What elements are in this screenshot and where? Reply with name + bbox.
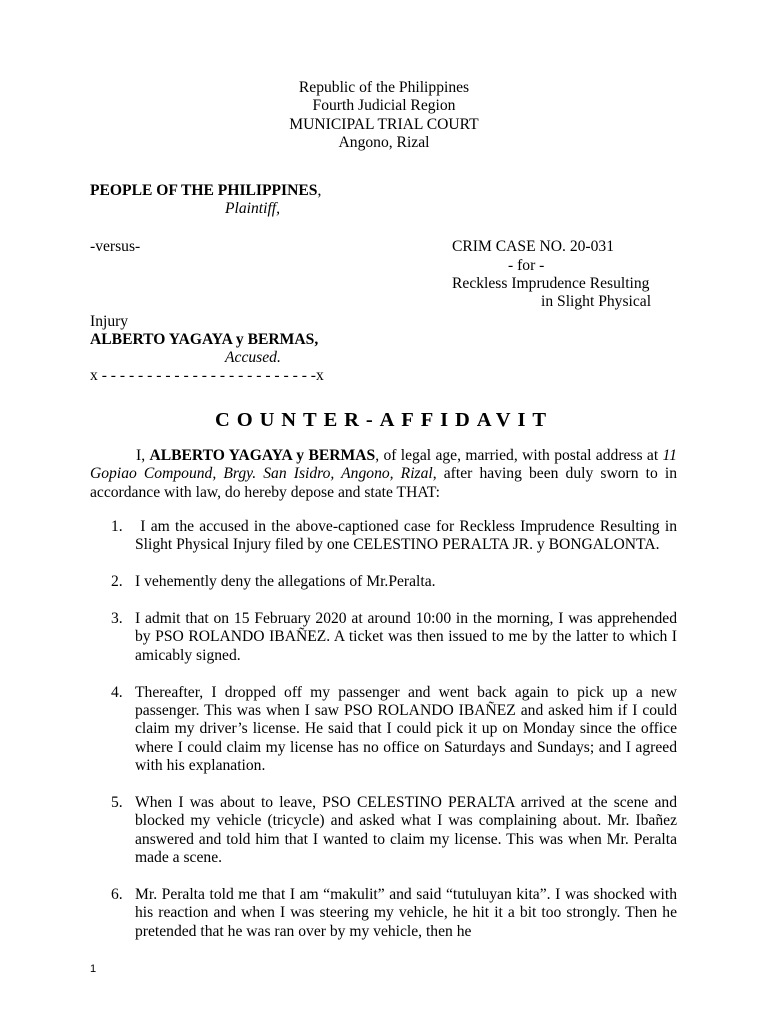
statement-item bbox=[90, 886, 677, 941]
intro-part-1: I, bbox=[136, 447, 150, 464]
header-court: MUNICIPAL TRIAL COURT bbox=[289, 115, 479, 133]
statement-number: 2. bbox=[111, 573, 123, 591]
statement-text: Mr. Peralta told me that I am “makulit” and said “tutuluyan kita”. I was shocked with his reaction and when I was steering my vehicle, he hit it a bit too strongly. Then he pretended that he was ran over by my vehicle, then he bbox=[135, 886, 677, 940]
statement-number: 3. bbox=[111, 610, 123, 627]
plaintiff-role: Plaintiff, bbox=[225, 200, 281, 217]
accused-role: Accused. bbox=[225, 349, 281, 366]
statement-number: 5. bbox=[111, 794, 123, 812]
offense-line-2: in Slight Physical bbox=[541, 293, 652, 310]
header-republic: Republic of the Philippines bbox=[298, 79, 470, 96]
offense-line-1: Reckless Imprudence Resulting bbox=[452, 275, 650, 292]
accused-name bbox=[90, 331, 318, 349]
statement-item bbox=[90, 573, 677, 591]
document-title: COUNTER-AFFIDAVIT bbox=[215, 409, 553, 431]
page-number: 1 bbox=[90, 963, 97, 975]
statement-number: 6. bbox=[111, 886, 123, 904]
statement-text: I am the accused in the above-captioned case for Reckless Imprudence Resulting in Slight Physical Injury filed by one CELESTINO PERALTA JR. y BONGALONTA. bbox=[135, 518, 677, 554]
intro-part-2: , of legal age, married, with postal address at bbox=[375, 447, 663, 464]
statement-item bbox=[90, 684, 677, 776]
case-for: - for - bbox=[508, 257, 545, 274]
accused-comma: , bbox=[314, 331, 319, 348]
court-header bbox=[0, 79, 768, 152]
statement-number: 1. bbox=[111, 518, 123, 535]
header-location: Angono, Rizal bbox=[338, 133, 430, 151]
statement-text: I admit that on 15 February 2020 at around 10:00 in the morning, I was apprehended by PSO ROLANDO IBAÑEZ. A ticket was then issued to me by the latter to which I amicably signed. bbox=[135, 610, 677, 664]
intro-text bbox=[90, 447, 677, 502]
plaintiff-name bbox=[90, 182, 321, 200]
statement-text: When I was about to leave, PSO CELESTINO PERALTA arrived at the scene and blocked my vehicle (tricycle) and asked what I was complaining about. Mr. Ibañez answered and told him that I wanted to claim my license. This was when Mr. Peralta made a scene. bbox=[135, 794, 677, 867]
statement-text: Thereafter, I dropped off my passenger and went back again to pick up a new passenger. This was when I saw PSO ROLANDO IBAÑEZ and asked him if I could claim my driver’s license. He said that I could pick it up on Monday since the office where I could claim my license has no office on Saturdays and Sundays; and I agreed with his explanation. bbox=[135, 683, 677, 775]
versus-label: -versus- bbox=[90, 238, 141, 255]
header-region: Fourth Judicial Region bbox=[312, 97, 456, 115]
accused-name-text: ALBERTO YAGAYA y BERMAS bbox=[90, 331, 315, 348]
intro-paragraph bbox=[90, 447, 677, 502]
caption-separator: x - - - - - - - - - - - - - - - - - - - - - - - -x bbox=[90, 367, 324, 384]
intro-part-3: , after having been duly sworn to in accordance with law, do hereby depose and state THAT: bbox=[90, 465, 677, 501]
case-number: CRIM CASE NO. 20-031 bbox=[452, 238, 615, 255]
affiant-name: ALBERTO YAGAYA y BERMAS bbox=[149, 447, 376, 464]
plaintiff-comma: , bbox=[317, 182, 322, 199]
plaintiff-name-text: PEOPLE OF THE PHILIPPINES bbox=[90, 182, 318, 199]
statement-item bbox=[90, 518, 677, 555]
statement-list bbox=[90, 518, 677, 960]
postal-address: 11 Gopiao Compound, Brgy. San Isidro, Angono, Rizal bbox=[90, 447, 677, 483]
statement-item bbox=[90, 794, 677, 868]
offense-line-3: Injury bbox=[90, 313, 129, 330]
statement-item bbox=[90, 610, 677, 665]
statement-number: 4. bbox=[111, 683, 123, 701]
statement-text: I vehemently deny the allegations of Mr.Peralta. bbox=[135, 573, 436, 591]
